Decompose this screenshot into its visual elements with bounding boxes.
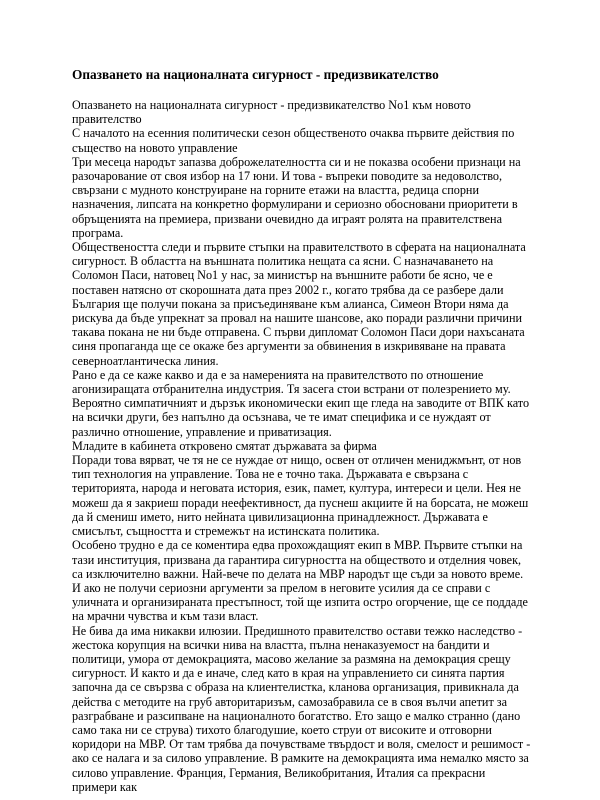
paragraph: Рано е да се каже какво и да е за намеренията на правителството по отношение агонизиращата отбранителна индустрия. Тя засега стои встрани от полезрението му. <box>72 367 511 397</box>
document-title: Опазването на националната сигурност - предизвикателство <box>72 67 439 82</box>
section-heading: Младите в кабинета откровено смятат държавата за фирма <box>72 438 377 453</box>
paragraph: Три месеца народът запазва доброжелателността си и не показва особени признаци на разочарование от своя избор на 17 юни. И това - въпреки поводите за недоволство, свързани с мудното конструиране на горните етажи на властта, редица спорни назначения, липсата на конкретно формулирани и сериозно обосновани приоритети в обръщенията на премиера, призвани очевидно да играят ролята на правителствена програма. <box>72 154 521 240</box>
paragraph: Особено трудно е да се коментира едва прохождащият екип в МВР. Първите стъпки на тази институция, призвана да гарантира сигурността на обществото и отделния човек, са изключително важни. Най-вече по делата на МВР народът ще съди за новото време. И ако не получи сериозни аргументи за прелом в неговите усилия да се справи с уличната и организираната престъпност, той ще изпита остро огорчение, ще се поддаде на мрачни чувства и към тази власт. <box>72 538 528 624</box>
document-body <box>72 98 532 794</box>
paragraph: Не бива да има никакви илюзии. Предишното правителство остави тежко наследство - жестока корупция на всички нива на властта, пълна ненаказуемост на бандити и политици, умора от демокрацията, масово желание за размяна на демокрация срещу сигурност. И както и да е иначе, след като в края на управлението си синята партия започна да се свързва с образа на клиентелистка, кланова организация, привикнала да действа с методите на груб авторитаризъм, самозабравила се в своя вълчи апетит за разграбване и разсипване на националното богатство. Ето защо е малко странно (дано само така ни се струва) тихото благодушие, което струи от високите и отговорни коридори на МВР. От там трябва да почувстваме твърдост и воля, смелост и решимост - ако се налага и за силово управление. В рамките на демокрацията има немалко място за силово управление. Франция, Германия, Великобритания, Италия са прекрасни примери как <box>72 623 531 794</box>
paragraph: С началото на есенния политически сезон общественото очаква първите действия по същество на новото управление <box>72 126 515 155</box>
paragraph: Обществеността следи и първите стъпки на правителството в сферата на националната сигурност. В областта на външната политика нещата са ясни. С назначаването на Соломон Паси, натовец No1 у нас, за министър на външните работи бе ясно, че е поставен натясно от скорошната дата през 2002 г., когато трябва да се разбере дали България ще получи покана за присъединяване към алианса, Симеон Втори няма да рискува да бъде упрекнат за провал на нашите шансове, ако поради различни причини такава покана не ни бъде отправена. С първи дипломат Соломон Паси дори нахъсаната синя пропаганда ще се окаже без аргументи за обвинения в изкривяване на правата севернoатлантическа линия. <box>72 240 526 368</box>
paragraph: Опазването на националната сигурност - предизвикателство No1 към новото правителство <box>72 98 471 127</box>
paragraph: Вероятно симпатичният и дързък икономически екип ще гледа на заводите от ВПК като на всички други, без напълно да осъзнава, че те имат специфика и се нуждаят от различно отношение, управление и приватизация. <box>72 396 530 439</box>
paragraph: Поради това вярват, че тя не се нуждае от нищо, освен от отличен мениджмънт, от нов тип технология на управление. Това не е точно така. Държавата е свързана с територията, народа и неговата история, език, памет, култура, интереси и цели. Нея не можеш да я закриеш поради неефективност, да пуснеш акциите й на борсата, не можеш да й смениш името, нито нейната цивилизационна принадлежност. Държавата е смисълът, същността и стремежът на истинската политика. <box>72 453 529 539</box>
